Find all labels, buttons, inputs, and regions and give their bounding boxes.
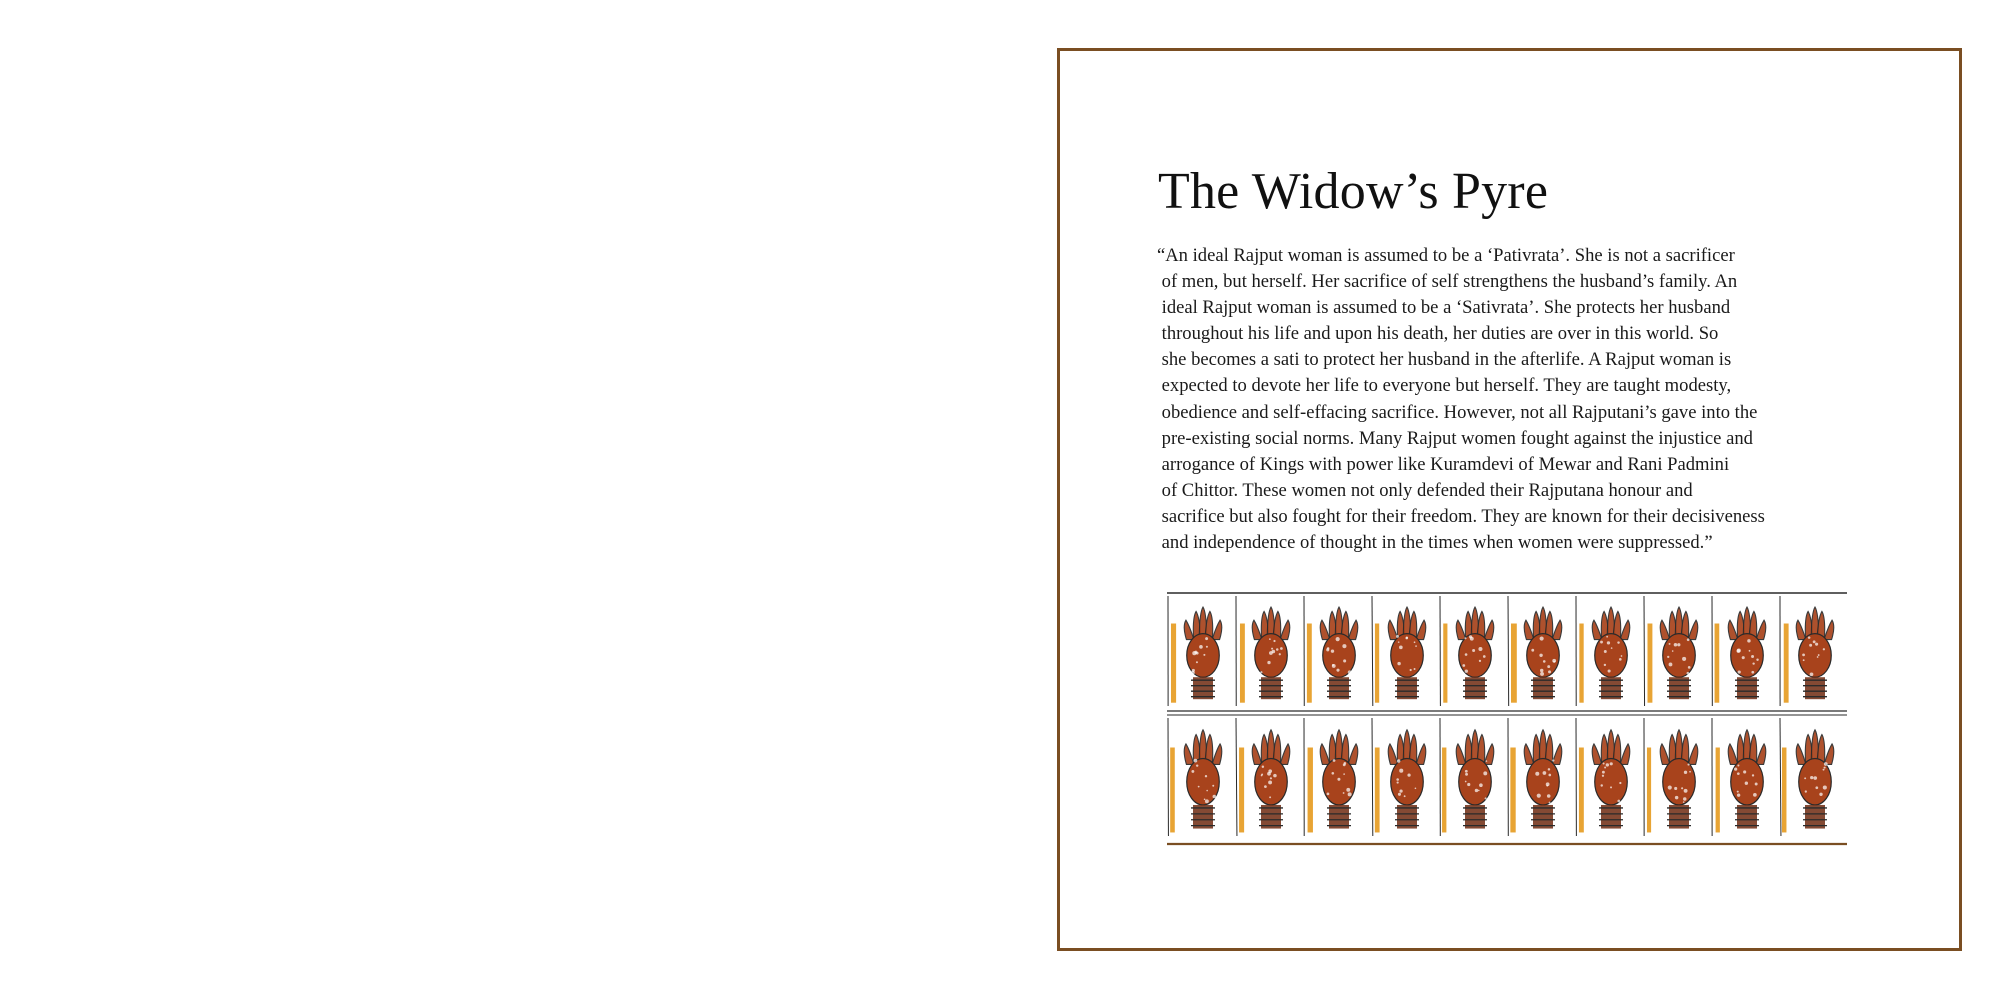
speckle-dot <box>1681 787 1683 789</box>
ochre-stroke <box>1240 624 1245 703</box>
speckle-dot <box>1603 762 1605 764</box>
finger-shape <box>1728 620 1738 639</box>
speckle-dot <box>1751 671 1754 674</box>
speckle-dot <box>1398 793 1401 796</box>
speckle-dot <box>1465 773 1468 776</box>
finger-shape <box>1756 744 1766 765</box>
ochre-stroke <box>1307 624 1312 703</box>
cell-divider-line <box>1236 718 1237 836</box>
speckle-dot <box>1465 781 1467 783</box>
speckle-dot <box>1604 664 1606 666</box>
ochre-stroke <box>1375 748 1380 833</box>
speckle-dot <box>1467 783 1470 786</box>
finger-shape <box>1524 620 1534 639</box>
speckle-dot <box>1205 799 1209 803</box>
ochre-stroke <box>1647 748 1651 833</box>
speckle-dot <box>1273 640 1275 642</box>
handprint-cell <box>1236 596 1290 706</box>
ochre-stroke <box>1782 748 1786 833</box>
speckle-dot <box>1343 792 1345 794</box>
speckle-dot <box>1191 770 1194 773</box>
speckle-dot <box>1196 661 1198 663</box>
speckle-dot <box>1674 643 1678 647</box>
speckle-dot <box>1333 759 1336 762</box>
speckle-dot <box>1815 643 1818 646</box>
speckle-dot <box>1191 671 1195 675</box>
cell-divider-line <box>1644 596 1645 706</box>
ochre-stroke <box>1170 748 1175 833</box>
speckle-dot <box>1600 641 1603 644</box>
speckle-dot <box>1606 763 1609 766</box>
finger-shape <box>1320 620 1330 639</box>
ochre-stroke <box>1716 748 1720 833</box>
finger-shape <box>1416 744 1426 765</box>
speckle-dot <box>1270 777 1272 779</box>
speckle-dot <box>1805 790 1807 792</box>
palm-shape <box>1527 758 1560 804</box>
speckle-dot <box>1619 658 1622 661</box>
speckle-dot <box>1755 783 1758 786</box>
handprint-cell <box>1712 718 1766 836</box>
finger-shape <box>1212 744 1222 765</box>
finger-shape <box>1456 620 1466 639</box>
speckle-dot <box>1617 800 1620 803</box>
speckle-dot <box>1279 653 1281 655</box>
speckle-dot <box>1397 781 1399 783</box>
speckle-dot <box>1204 798 1206 800</box>
speckle-dot <box>1404 795 1406 797</box>
finger-shape <box>1728 744 1738 765</box>
finger-shape <box>1348 744 1358 765</box>
speckle-dot <box>1737 649 1741 653</box>
speckle-dot <box>1198 786 1200 788</box>
speckle-dot <box>1808 636 1811 639</box>
speckle-dot <box>1823 785 1827 789</box>
speckle-dot <box>1548 768 1550 770</box>
speckle-dot <box>1617 641 1619 643</box>
speckle-dot <box>1342 644 1346 648</box>
speckle-dot <box>1669 663 1673 667</box>
finger-shape <box>1484 620 1494 639</box>
cell-divider-line <box>1372 596 1373 706</box>
palm-shape <box>1731 634 1764 678</box>
speckle-dot <box>1485 797 1487 799</box>
speckle-dot <box>1607 641 1610 644</box>
speckle-dot <box>1683 801 1685 803</box>
speckle-dot <box>1271 648 1273 650</box>
handprint-cell <box>1440 718 1494 836</box>
speckle-dot <box>1264 785 1267 788</box>
speckle-dot <box>1752 662 1754 664</box>
speckle-dot <box>1344 762 1347 765</box>
handprint-cell <box>1440 596 1494 706</box>
speckle-dot <box>1269 638 1271 640</box>
speckle-dot <box>1196 764 1198 766</box>
finger-shape <box>1592 744 1602 765</box>
speckle-dot <box>1684 771 1687 774</box>
speckle-dot <box>1539 654 1542 657</box>
speckle-dot <box>1672 650 1674 652</box>
speckle-dot <box>1332 772 1335 775</box>
finger-shape <box>1824 744 1834 765</box>
speckle-dot <box>1465 670 1468 673</box>
handprint-cell <box>1304 596 1358 706</box>
speckle-dot <box>1343 659 1346 662</box>
speckle-dot <box>1743 770 1746 773</box>
speckle-dot <box>1478 647 1482 651</box>
speckle-dot <box>1483 655 1486 658</box>
finger-shape <box>1552 620 1562 639</box>
speckle-dot <box>1753 793 1757 797</box>
speckle-dot <box>1619 782 1621 784</box>
speckle-dot <box>1465 653 1468 656</box>
finger-shape <box>1620 744 1630 765</box>
speckle-dot <box>1269 796 1271 798</box>
finger-shape <box>1280 744 1290 765</box>
speckle-dot <box>1398 641 1400 643</box>
speckle-dot <box>1824 767 1826 769</box>
speckle-dot <box>1396 635 1399 638</box>
handprint-cell <box>1712 596 1766 706</box>
speckle-dot <box>1535 772 1539 776</box>
finger-shape <box>1252 744 1262 765</box>
speckle-dot <box>1751 655 1754 658</box>
speckle-dot <box>1823 648 1825 650</box>
finger-shape <box>1184 620 1194 639</box>
speckle-dot <box>1469 635 1472 638</box>
speckle-dot <box>1472 649 1475 652</box>
speckle-dot <box>1552 759 1554 761</box>
speckle-dot <box>1479 783 1483 787</box>
handprint-illustration <box>1167 592 1847 848</box>
speckle-dot <box>1336 637 1340 641</box>
palm-shape <box>1663 758 1696 804</box>
speckle-dot <box>1394 800 1397 803</box>
speckle-dot <box>1682 657 1686 661</box>
finger-shape <box>1348 620 1358 639</box>
speckle-dot <box>1810 672 1814 676</box>
speckle-dot <box>1479 660 1481 662</box>
speckle-dot <box>1804 777 1806 779</box>
speckle-dot <box>1397 662 1400 665</box>
right-page <box>1000 0 2000 1000</box>
speckle-dot <box>1602 775 1604 777</box>
speckle-dot <box>1809 644 1812 647</box>
speckle-dot <box>1194 651 1197 654</box>
speckle-dot <box>1684 789 1688 793</box>
handprint-cell <box>1644 596 1698 706</box>
finger-shape <box>1688 744 1698 765</box>
ochre-stroke <box>1647 624 1652 703</box>
handprint-cell <box>1304 718 1358 836</box>
finger-shape <box>1592 620 1602 639</box>
speckle-dot <box>1549 802 1551 804</box>
speckle-dot <box>1824 762 1828 766</box>
ochre-stroke <box>1579 748 1584 833</box>
speckle-dot <box>1543 660 1546 663</box>
palm-shape <box>1595 634 1628 678</box>
handprint-cell <box>1508 718 1562 836</box>
speckle-dot <box>1602 771 1605 774</box>
speckle-dot <box>1260 671 1262 673</box>
speckle-dot <box>1683 797 1686 800</box>
speckle-dot <box>1802 653 1805 656</box>
handprint-cell <box>1780 718 1834 836</box>
finger-shape <box>1212 620 1222 639</box>
speckle-dot <box>1817 656 1819 658</box>
finger-shape <box>1456 744 1466 765</box>
speckle-dot <box>1343 773 1345 775</box>
finger-shape <box>1620 620 1630 639</box>
speckle-dot <box>1756 658 1758 660</box>
speckle-dot <box>1674 787 1677 790</box>
speckle-dot <box>1348 670 1352 674</box>
speckle-dot <box>1194 759 1198 763</box>
finger-shape <box>1756 620 1766 639</box>
finger-shape <box>1416 620 1426 639</box>
speckle-dot <box>1276 648 1279 651</box>
speckle-dot <box>1415 787 1417 789</box>
speckle-dot <box>1267 661 1270 664</box>
speckle-dot <box>1818 654 1820 656</box>
ochre-stroke <box>1375 624 1379 703</box>
speckle-dot <box>1405 637 1408 640</box>
finger-shape <box>1184 744 1194 765</box>
speckle-dot <box>1813 776 1817 780</box>
speckle-dot <box>1465 770 1468 773</box>
finger-shape <box>1320 744 1330 765</box>
handprint-cell <box>1372 596 1426 706</box>
speckle-dot <box>1752 774 1754 776</box>
speckle-dot <box>1203 654 1205 656</box>
page-title: The Widow’s Pyre <box>1158 163 1549 220</box>
ochre-stroke <box>1239 748 1244 833</box>
speckle-dot <box>1819 793 1822 796</box>
speckle-dot <box>1553 661 1555 663</box>
speckle-dot <box>1348 792 1352 796</box>
speckle-dot <box>1668 785 1672 789</box>
palm-shape <box>1459 634 1492 678</box>
finger-shape <box>1796 620 1806 639</box>
ochre-stroke <box>1308 748 1313 833</box>
handprint-cell <box>1780 596 1834 706</box>
speckle-dot <box>1687 638 1690 641</box>
speckle-dot <box>1331 649 1334 652</box>
speckle-dot <box>1540 669 1543 672</box>
speckle-dot <box>1268 769 1272 773</box>
speckle-dot <box>1669 643 1671 645</box>
speckle-dot <box>1399 769 1403 773</box>
speckle-dot <box>1206 646 1208 648</box>
ochre-stroke <box>1510 748 1515 833</box>
speckle-dot <box>1212 785 1214 787</box>
finger-shape <box>1484 744 1494 765</box>
handprint-cell <box>1508 596 1562 706</box>
speckle-dot <box>1269 651 1273 655</box>
handprint-cell <box>1372 718 1426 836</box>
speckle-dot <box>1327 793 1330 796</box>
ochre-stroke <box>1443 624 1447 703</box>
speckle-dot <box>1737 772 1740 775</box>
palm-shape <box>1391 634 1424 678</box>
speckle-dot <box>1414 641 1416 643</box>
speckle-dot <box>1610 762 1613 765</box>
ochre-stroke <box>1511 624 1517 703</box>
speckle-dot <box>1677 643 1680 646</box>
speckle-dot <box>1268 780 1272 784</box>
handprint-cell <box>1168 596 1222 706</box>
speckle-dot <box>1611 647 1613 649</box>
speckle-dot <box>1823 769 1825 771</box>
finger-shape <box>1524 744 1534 765</box>
speckle-dot <box>1604 767 1606 769</box>
speckle-dot <box>1464 637 1466 639</box>
speckle-dot <box>1483 771 1487 775</box>
palm-shape <box>1663 634 1696 678</box>
speckle-dot <box>1548 670 1551 673</box>
speckle-dot <box>1262 766 1264 768</box>
speckle-dot <box>1749 650 1751 652</box>
speckle-dot <box>1687 672 1690 675</box>
handprint-cell <box>1576 596 1630 706</box>
speckle-dot <box>1399 790 1402 793</box>
speckle-dot <box>1407 774 1410 777</box>
speckle-dot <box>1337 778 1340 781</box>
speckle-dot <box>1410 669 1412 671</box>
speckle-dot <box>1548 774 1551 777</box>
palm-shape <box>1255 634 1288 678</box>
speckle-dot <box>1737 794 1740 797</box>
finger-shape <box>1280 620 1290 639</box>
speckle-dot <box>1742 656 1745 659</box>
speckle-dot <box>1737 791 1739 793</box>
ochre-stroke <box>1715 624 1720 703</box>
speckle-dot <box>1462 664 1465 667</box>
ochre-stroke <box>1784 624 1789 703</box>
speckle-dot <box>1688 666 1691 669</box>
speckle-dot <box>1531 649 1534 652</box>
speckle-dot <box>1397 759 1401 763</box>
ochre-stroke <box>1171 624 1176 703</box>
speckle-dot <box>1540 637 1544 641</box>
speckle-dot <box>1689 771 1691 773</box>
speckle-dot <box>1205 775 1207 777</box>
speckle-dot <box>1540 672 1544 676</box>
quote-paragraph: “An ideal Rajput woman is assumed to be a ‘Pativrata’. She is not a sacrificer of men, but herself. Her sacrifice of self strengthens the husband’s family. An ideal Rajput woman is assumed to be a ‘Sativrata’. She protects her husband throughout his life and upon his death, her duties are over in this world. So she becomes a sati to protect her husband in the afterlife. A Rajput woman is expected to devote her life to everyone but herself. They are taught modesty, obedience and self-effacing sacrifice. However, not all Rajputani’s gave into the pre-existing social norms. Many Rajput women fought against the injustice and arrogance of Kings with power like Kuramdevi of Mewar and Rani Padmini of Chittor. These women not only defended their Rajputana honour and sacrifice but also fought for their freedom. They are known for their decisiveness and independence of thought in the times when women were suppressed.” <box>1157 245 1765 554</box>
speckle-dot <box>1346 788 1350 792</box>
finger-shape <box>1660 744 1670 765</box>
speckle-dot <box>1546 785 1548 787</box>
speckle-dot <box>1486 760 1488 762</box>
speckle-dot <box>1273 774 1277 778</box>
speckle-dot <box>1747 639 1750 642</box>
speckle-dot <box>1475 789 1478 792</box>
palm-shape <box>1323 758 1356 804</box>
finger-shape <box>1388 744 1398 765</box>
ochre-stroke <box>1579 624 1583 703</box>
speckle-dot <box>1537 794 1541 798</box>
palm-shape <box>1391 758 1424 804</box>
handprint-cell <box>1168 718 1222 836</box>
speckle-dot <box>1745 782 1748 785</box>
speckle-dot <box>1213 795 1217 799</box>
palm-shape <box>1187 634 1220 678</box>
speckle-dot <box>1326 648 1329 651</box>
speckle-dot <box>1601 784 1603 786</box>
speckle-dot <box>1738 670 1741 673</box>
finger-shape <box>1688 620 1698 639</box>
speckle-dot <box>1399 645 1403 649</box>
handprint-cell <box>1236 718 1290 836</box>
cell-divider-line <box>1372 718 1373 836</box>
speckle-dot <box>1543 771 1547 775</box>
speckle-dot <box>1667 656 1669 658</box>
speckle-dot <box>1280 647 1283 650</box>
speckle-dot <box>1396 778 1399 781</box>
speckle-dot <box>1261 773 1263 775</box>
speckle-dot <box>1621 655 1623 657</box>
speckle-dot <box>1810 776 1813 779</box>
speckle-dot <box>1610 786 1612 788</box>
speckle-dot <box>1734 768 1737 771</box>
speckle-dot <box>1687 764 1689 766</box>
finger-shape <box>1796 744 1806 765</box>
cell-divider-line <box>1780 718 1781 836</box>
ochre-stroke <box>1442 748 1446 833</box>
speckle-dot <box>1415 645 1417 647</box>
palm-shape <box>1595 758 1628 804</box>
speckle-dot <box>1547 665 1550 668</box>
speckle-dot <box>1414 668 1416 670</box>
speckle-dot <box>1336 669 1339 672</box>
speckle-dot <box>1606 636 1608 638</box>
speckle-dot <box>1813 640 1816 643</box>
speckle-dot <box>1547 794 1551 798</box>
speckle-dot <box>1737 764 1739 766</box>
speckle-dot <box>1332 664 1336 668</box>
handprint-cell <box>1644 718 1698 836</box>
speckle-dot <box>1478 790 1480 792</box>
speckle-dot <box>1604 650 1607 653</box>
finger-shape <box>1252 620 1262 639</box>
speckle-dot <box>1206 790 1208 792</box>
speckle-dot <box>1815 786 1818 789</box>
cell-divider-line <box>1508 596 1509 706</box>
speckle-dot <box>1608 669 1611 672</box>
speckle-dot <box>1199 645 1203 649</box>
speckle-dot <box>1675 796 1678 799</box>
speckle-dot <box>1205 637 1208 640</box>
finger-shape <box>1824 620 1834 639</box>
finger-shape <box>1660 620 1670 639</box>
handprint-cell <box>1576 718 1630 836</box>
speckle-dot <box>1803 659 1805 661</box>
